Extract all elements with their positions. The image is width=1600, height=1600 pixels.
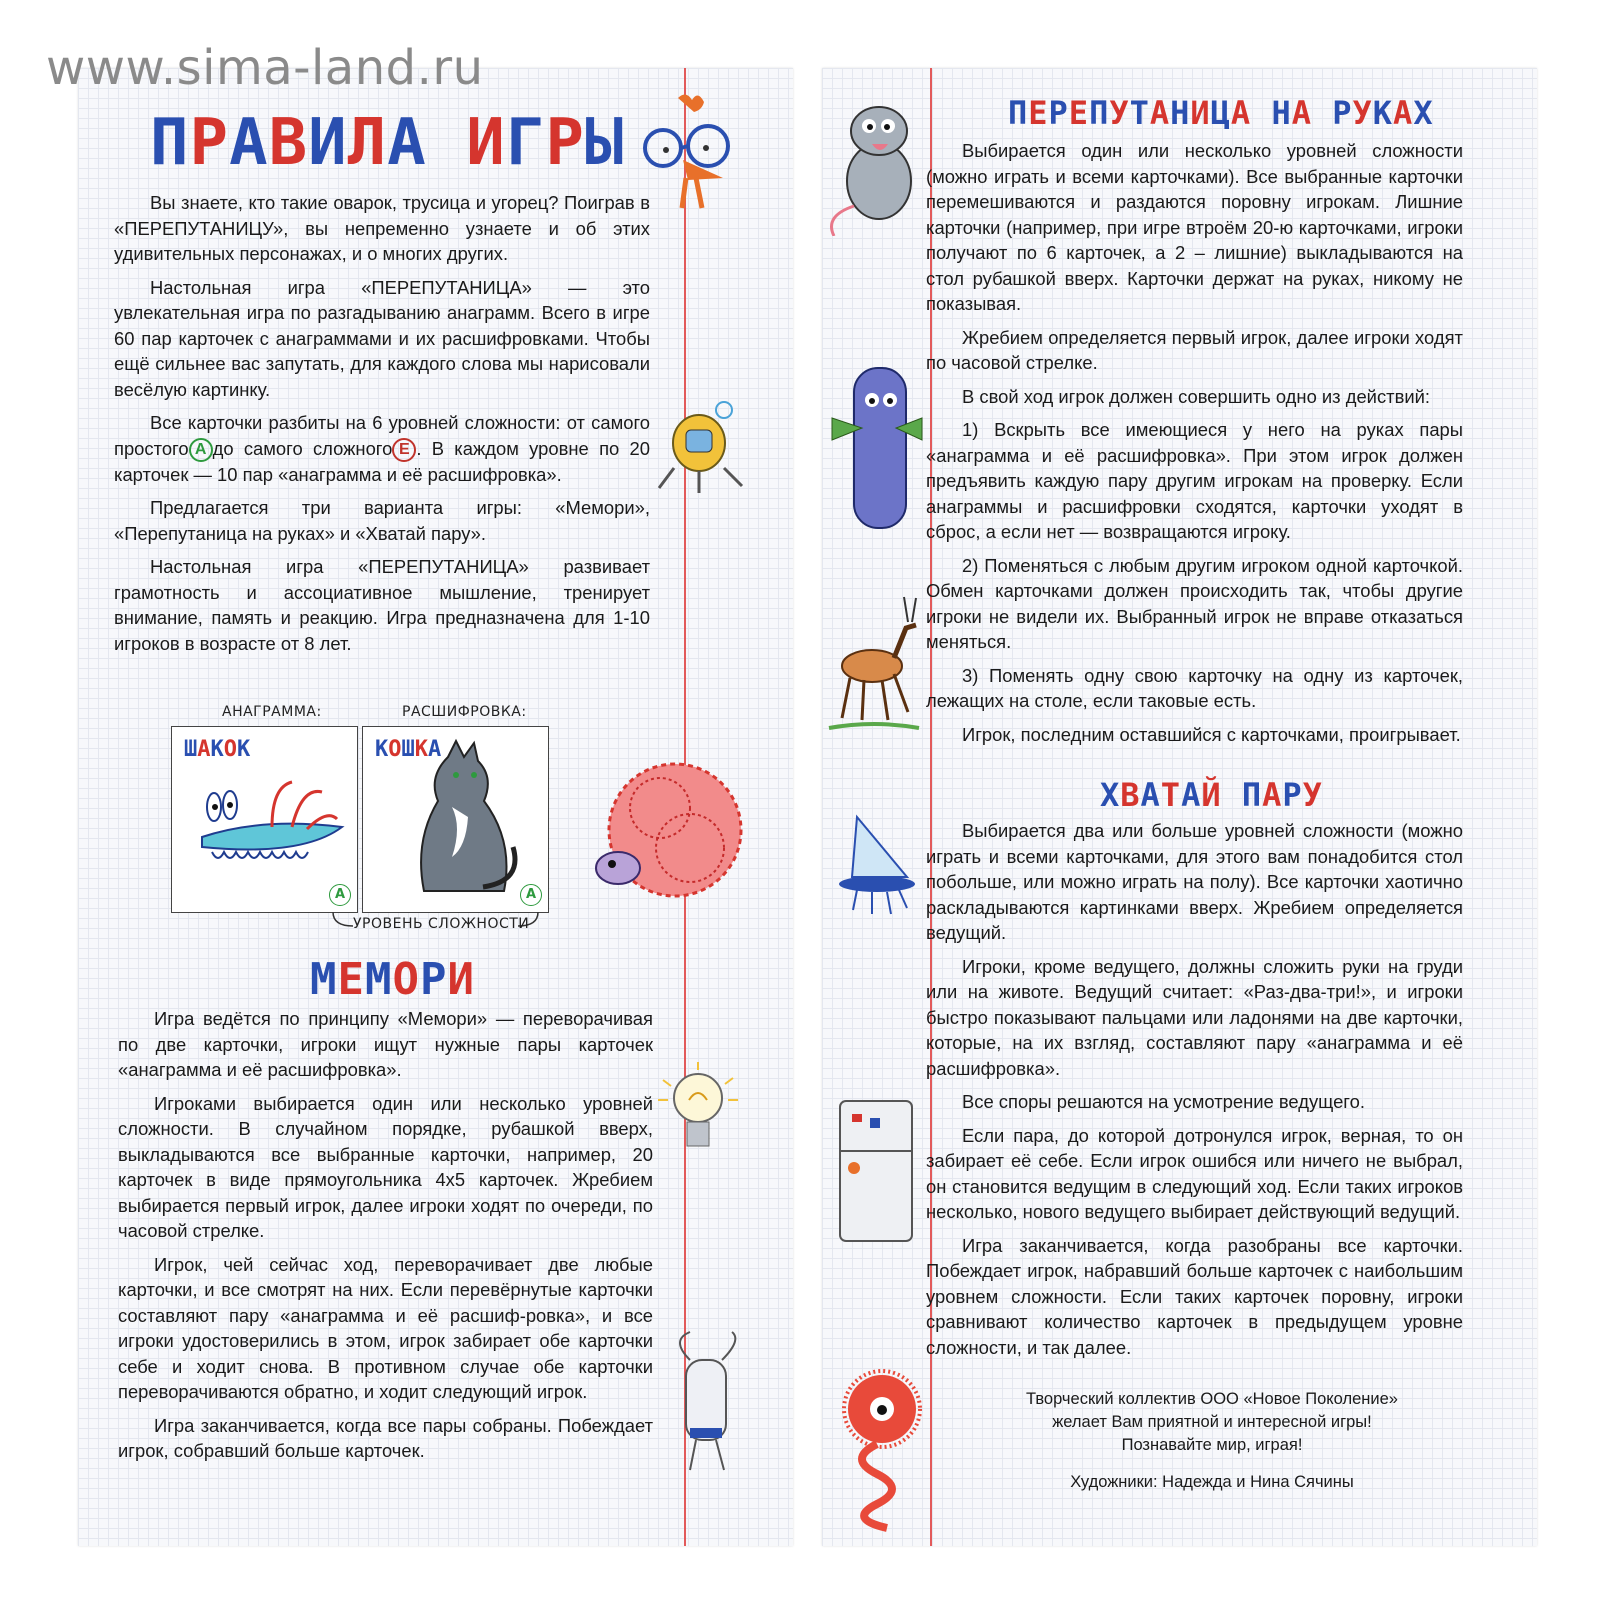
gazelle-illustration (824, 588, 924, 738)
memori-paragraph: Игроками выбирается один или несколько уровней сложности. В случайном порядке, рубашкой вверх, выкладываются все выбранные карточки, например, 20 карточек в виде прямоугольника 4х5 карточек. Жребием выбирается первый игрок, далее игроки ходят по очереди, по часовой стрелке. (118, 1092, 653, 1241)
memori-paragraph: Игрок, чей сейчас ход, переворачивает две любые карточки, и все смотрят на них. Если перевёрнутые карточки составляют пару «анаграмма и её расшиф-ровка», и все игроки удостоверились в этом, игрок забирает обе карточки себе и ходит снова. В противном случае обе карточки переворачиваются обратно, и ходит следующий игрок. (118, 1253, 653, 1402)
handstand-character-illustration (660, 1330, 750, 1480)
level-a-icon: А (189, 438, 213, 462)
hands-paragraph: 3) Поменять одну свою карточку на одну из карточек, лежащих на столе, если таковые есть. (926, 664, 1463, 711)
memori-paragraph: Игра ведётся по принципу «Мемори» — переворачивая по две карточки, игроки ищут нужные пары карточек «анаграмма и её расшифровка». (118, 1008, 653, 1080)
hands-paragraph: 1) Вскрыть все имеющиеся у него на руках пары «анаграмма и её расшифровка». При этом игрок должен предъявить каждую пару другим игрокам на проверку. Если анаграммы и расшифровки сходятся, карточки уходят в сброс, а если нет — возвращаются игроку. (926, 419, 1463, 542)
fuzzy-snake-illustration (827, 1364, 927, 1534)
memori-paragraph: Игра заканчивается, когда все пары собраны. Побеждает игрок, собравший больше карточек. (118, 1414, 653, 1461)
footer-note (952, 1388, 1472, 1494)
robot-illustration (644, 398, 754, 498)
watermark: www.sima-land.ru (46, 40, 484, 96)
grab-paragraph: Если пара, до которой дотронулся игрок, верная, то он забирает её себе. Если игрок ошибся или ничего не выбрал, он становится ведущим в следующий ход. Если таких игроков несколько, нового ведущего выбирает действующий ведущий. (926, 1124, 1463, 1222)
grab-paragraph: Выбирается два или больше уровней сложности (можно играть и всеми карточками, для этого вам понадобится стол побольше, или можно играть на полу). Все карточки хаотично раскладываются картинками вверх. Жребием определяется ведущий. (926, 820, 1463, 943)
page-title: ПРАВИЛА ИГРЫ (150, 106, 625, 180)
grab-text (926, 818, 1463, 1368)
intro-paragraph: Настольная игра «ПЕРЕПУТАНИЦА» развивает грамотность и ассоциативное мышление, тренирует внимание, память и реакцию. Игра предназначена для 1-10 игроков в возрасте от 8 лет. (114, 556, 650, 654)
sailboat-insect-illustration (827, 812, 927, 922)
intro-paragraph: Вы знаете, кто такие оварок, трусица и угорец? Поиграв в «ПЕРЕПУТАНИЦУ», вы непременно узнаете и об этих удивительных персонажах, и о многих других. (114, 192, 650, 264)
hands-paragraph: Выбирается один или несколько уровней сложности (можно играть и всеми карточками). Все выбранные карточки перемешиваются и раздаются поровну игрокам. Лишние карточки (например, при игре втроём 20-ю карточками, игроки получают по 6 карточек, а 2 – лишние) выкладываются на стол рубашкой вверх. Карточки держат на руках, никому не показывая. (926, 140, 1463, 314)
hands-paragraph: Игрок, последним оставшийся с карточками, проигрывает. (962, 723, 1461, 745)
tangle-ball-illustration (590, 758, 750, 918)
card-level-icon: А (329, 884, 351, 906)
anagram-word: ШАКОК (184, 737, 251, 762)
level-e-icon: Е (392, 438, 416, 462)
intro-text (114, 190, 650, 664)
grab-paragraph: Все споры решаются на усмотрение ведущего. (962, 1091, 1365, 1112)
hands-paragraph: В свой ход игрок должен совершить одно из действий: (962, 385, 1430, 407)
decoding-card (362, 726, 549, 913)
grab-paragraph: Игра заканчивается, когда разобраны все карточки. Побеждает игрок, набравший больше карточек с наибольшим уровнем сложности. Если таких карточек поровну, игроки сравнивают количество карточек в предыдущем уровне сложности, и так далее. (926, 1234, 1463, 1358)
rules-page-right (822, 68, 1537, 1546)
caterpillar-illustration (182, 767, 347, 882)
grab-paragraph: Игроки, кроме ведущего, должны сложить руки на груди или на животе. Ведущий считает: «Раз-два-три!», и игроки быстро показывают пальцами или ладонями на две карточки, которые, на их взгляд, составляют пару «анаграмма и её расшифровка». (926, 955, 1463, 1079)
blue-creature-illustration (824, 358, 924, 538)
intro-paragraph: Настольная игра «ПЕРЕПУТАНИЦА» — это увлекательная игра по разгадыванию анаграмм. Всего в игре 60 пар карточек с анаграммами и их расшифровками. Чтобы ещё сильнее вас запутать, для каждого слова мы нарисовали весёлую картинку. (114, 276, 650, 400)
section-title-hands: ПЕРЕПУТАНИЦА НА РУКАХ (1008, 94, 1434, 132)
lightbulb-illustration (653, 1060, 748, 1180)
memori-title: МЕМОРИ (310, 954, 475, 1005)
hands-text (926, 138, 1463, 755)
hands-paragraph: 2) Поменяться с любым другим игроком одной карточкой. Обмен карточками должен происходить так, чтобы другие игроки не видели их. Выбранный игрок не вправе отказаться меняться. (926, 554, 1463, 652)
anagram-card (171, 726, 358, 913)
memori-text (118, 1006, 653, 1472)
decoding-caption: РАСШИФРОВКА: (402, 704, 527, 720)
footer-line: желает Вам приятной и интересной игры! (1052, 1413, 1372, 1431)
card-level-icon: А (520, 884, 542, 906)
decoding-word: КОШКА (375, 737, 442, 762)
cat-illustration (388, 737, 528, 907)
credits: Художники: Надежда и Нина Сячины (1070, 1473, 1354, 1491)
levels-paragraph: Все карточки разбиты на 6 уровней сложности: от самого простого А до самого сложного Е . В каждом уровне по 20 карточек — 10 пар «анаграмма и её расшифровка». (114, 412, 650, 485)
hands-paragraph: Жребием определяется первый игрок, далее игроки ходят по часовой стрелке. (926, 326, 1463, 373)
level-caption: УРОВЕНЬ СЛОЖНОСТИ (353, 916, 530, 932)
fridge-illustration (832, 1096, 922, 1246)
footer-line: Творческий коллектив ООО «Новое Поколение» (1026, 1390, 1398, 1408)
footer-line: Познавайте мир, играя! (1121, 1436, 1303, 1454)
section-title-grab: ХВАТАЙ ПАРУ (1100, 776, 1323, 814)
anagram-caption: АНАГРАММА: (222, 704, 322, 720)
rat-illustration (824, 86, 934, 236)
intro-paragraph: Предлагается три варианта игры: «Мемори», «Перепутаница на руках» и «Хватай пару». (114, 497, 650, 544)
rules-page-left (78, 68, 793, 1546)
